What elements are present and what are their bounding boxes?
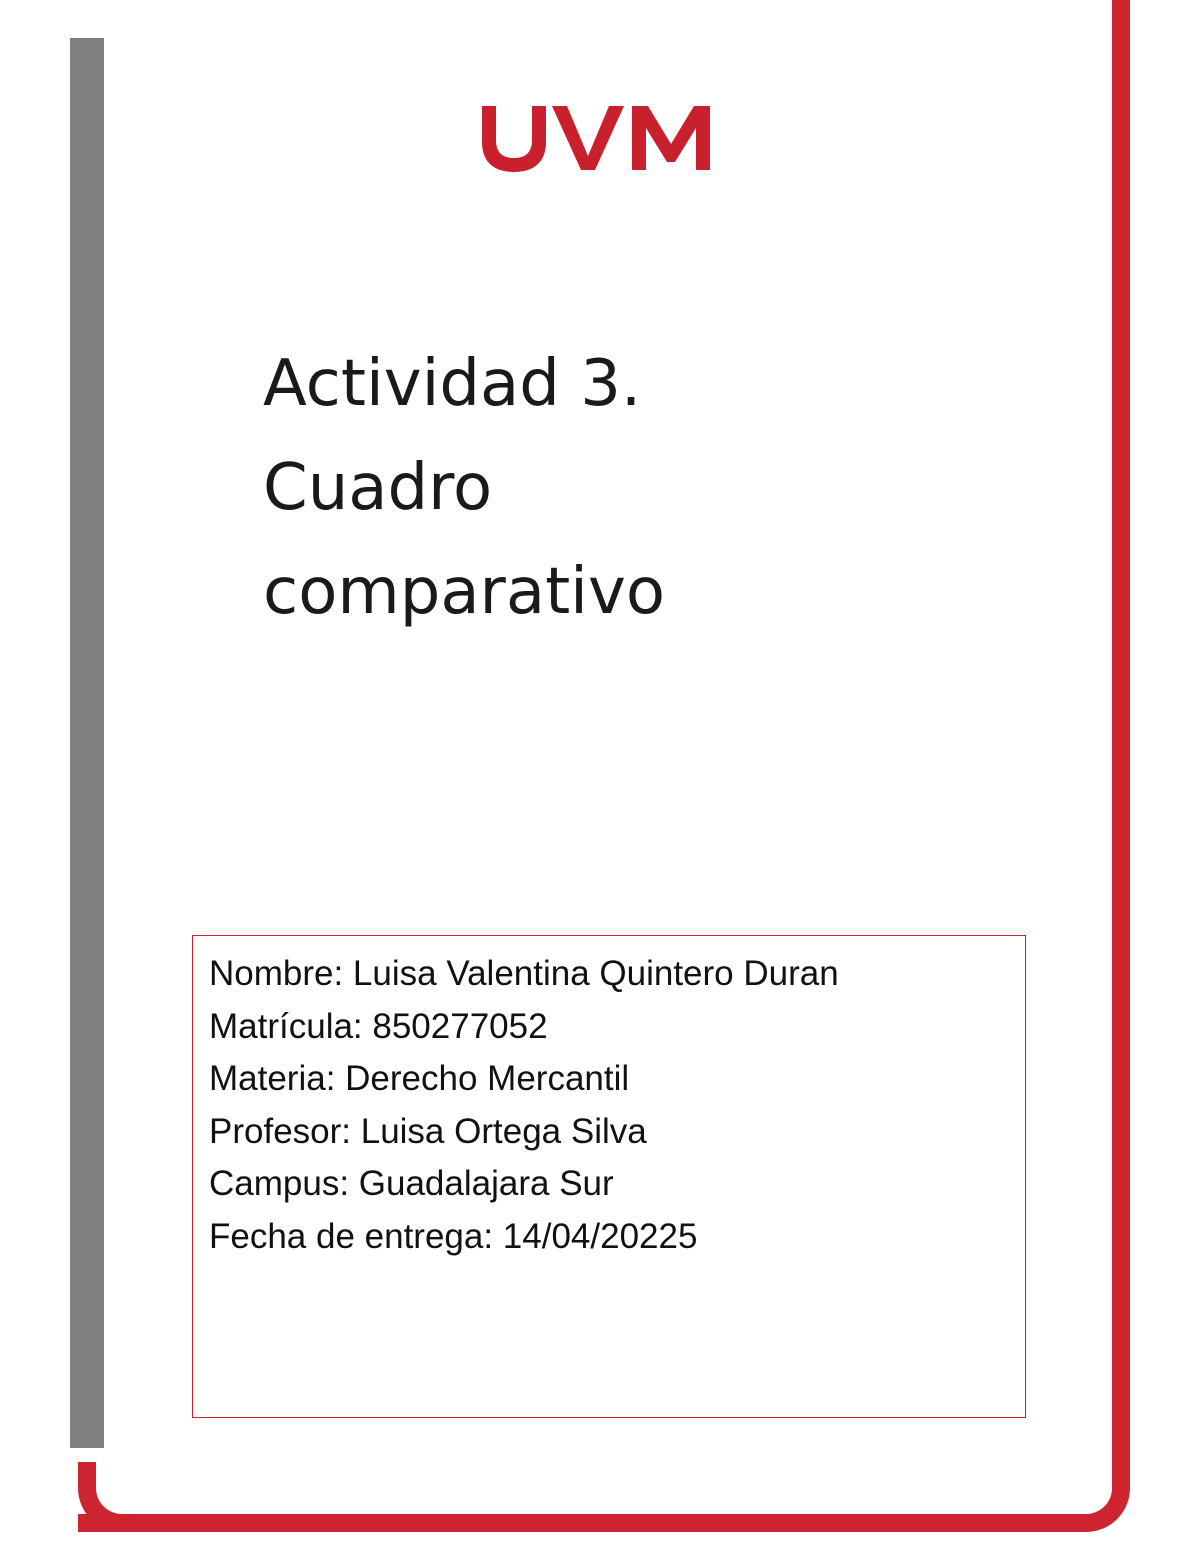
subject: Materia: Derecho Mercantil <box>209 1059 630 1098</box>
due-date: Fecha de entrega: 14/04/20225 <box>209 1216 698 1256</box>
student-name: Nombre: Luisa Valentina Quintero Duran <box>209 954 839 993</box>
document-title <box>263 332 863 644</box>
student-info-box <box>192 935 1026 1418</box>
frame-gap <box>100 1448 140 1468</box>
student-id: Matrícula: 850277052 <box>209 1006 548 1046</box>
uvm-logo <box>476 96 726 172</box>
professor: Profesor: Luisa Ortega Silva <box>209 1111 647 1151</box>
campus: Campus: Guadalajara Sur <box>209 1164 614 1203</box>
title-line-3: comparativo <box>263 555 665 629</box>
title-line-1: Actividad 3. <box>263 347 642 421</box>
title-line-2: Cuadro <box>263 451 493 525</box>
